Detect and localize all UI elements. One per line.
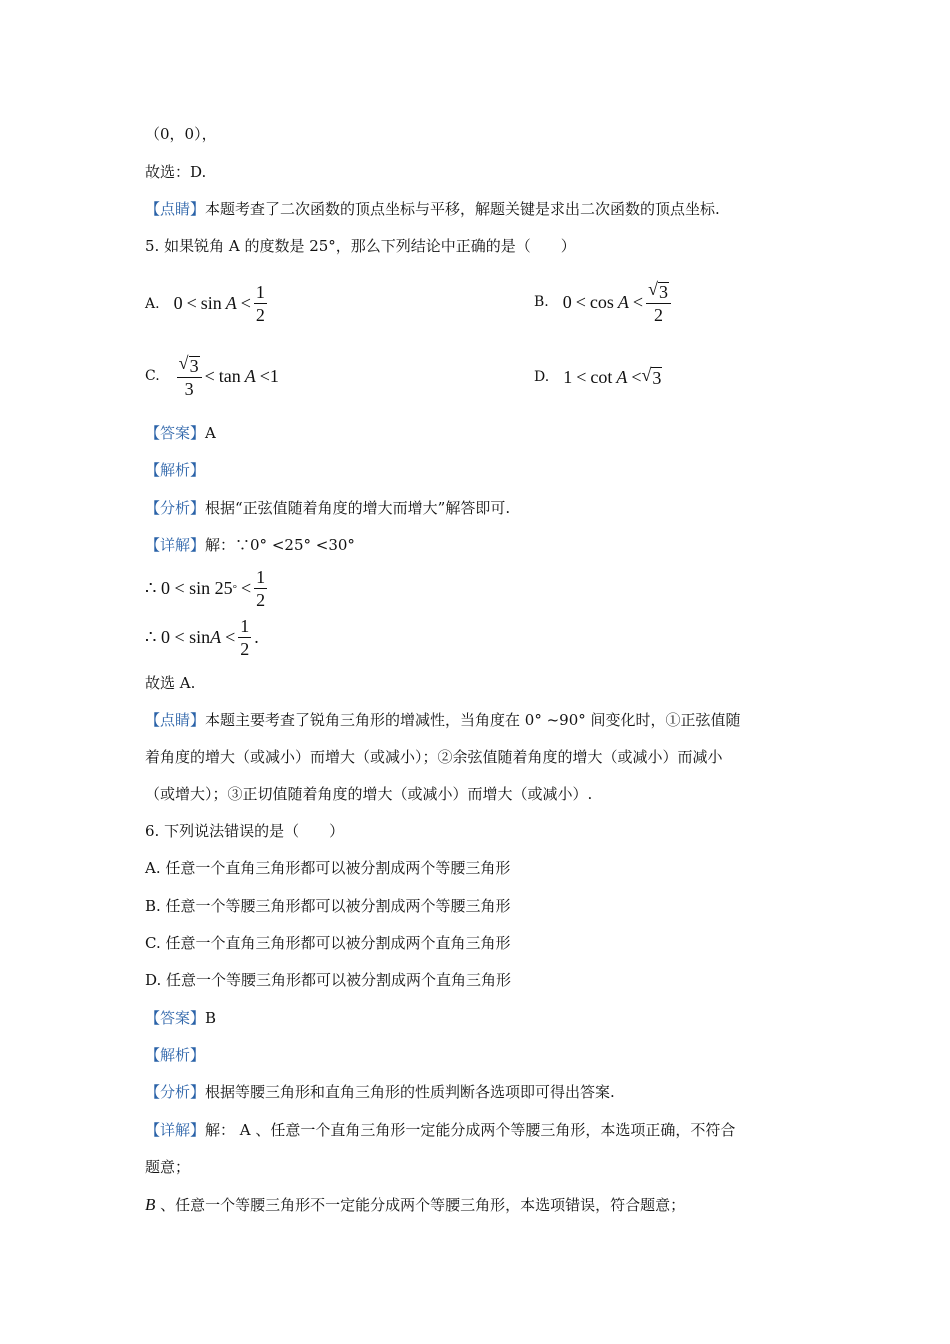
question-6: 6. 下列说法错误的是（ ）	[145, 822, 345, 840]
option-d-math: 1 < cot A < √ 3	[563, 365, 662, 388]
tag-dianjing: 【点睛】	[145, 711, 206, 729]
text-line	[145, 199, 720, 219]
tag-jiexi: 【解析】	[145, 1046, 206, 1064]
step-1: ∴ 0 < sin 25 ° < $\frac{1}{2}$	[145, 567, 266, 610]
question-6-option-a: A. 任意一个直角三角形都可以被分割成两个等腰三角形	[145, 859, 511, 877]
choose-5: 故选 A.	[145, 674, 196, 692]
option-c	[145, 354, 279, 398]
answer-6: 【答案】B	[145, 1009, 217, 1027]
detail-5: 【详解】解：∵0° <25° <30°	[145, 536, 355, 554]
option-a	[145, 283, 270, 324]
dianjing-5: 【点睛】本题主要考查了锐角三角形的增减性，当角度在 0° ~90° 间变化时，①正弦值随	[145, 711, 741, 729]
step-2: ∴ 0 < sin A < $\frac{1}{2}$ .	[145, 616, 259, 659]
tag-analysis: 【分析】	[145, 499, 206, 517]
tag-analysis: 【分析】	[145, 1083, 206, 1101]
detail-6: 【详解】解： A 、任意一个直角三角形一定能分成两个等腰三角形，本选项正确，不符合	[145, 1121, 736, 1139]
question-6-option-c: C. 任意一个直角三角形都可以被分割成两个直角三角形	[145, 934, 511, 952]
question-6-option-d: D. 任意一个等腰三角形都可以被分割成两个直角三角形	[145, 971, 512, 989]
analysis-6: 【分析】根据等腰三角形和直角三角形的性质判断各选项即可得出答案.	[145, 1083, 615, 1101]
tag-detail: 【详解】	[145, 1121, 206, 1139]
answer-5: 【答案】A	[145, 424, 216, 442]
tag-answer: 【答案】	[145, 1009, 206, 1027]
text-line: 故选：D.	[145, 163, 207, 181]
option-label: C.	[145, 368, 160, 384]
tag-answer: 【答案】	[145, 424, 206, 442]
tag-detail: 【详解】	[145, 536, 206, 554]
tag-dianjing: 【点睛】	[145, 200, 206, 218]
option-b-math: 0 < cos A < √ 3 2	[563, 280, 674, 324]
dianjing-5-cont: 着角度的增大（或减小）而增大（或减小）；②余弦值随着角度的增大（或减小）而减小	[145, 748, 723, 766]
dianjing-5-cont: （或增大）；③正切值随着角度的增大（或减小）而增大（或减小）.	[145, 785, 593, 803]
option-b	[534, 280, 674, 324]
question-5: 5. 如果锐角 A 的度数是 25°，那么下列结论中正确的是（ ）	[145, 237, 576, 255]
analysis-5: 【分析】根据“正弦值随着角度的增大而增大”解答即可.	[145, 499, 511, 517]
option-label: A.	[145, 295, 160, 312]
question-6-option-b: B. 任意一个等腰三角形都可以被分割成两个等腰三角形	[145, 897, 511, 915]
detail-6-cont: 题意；	[145, 1158, 191, 1176]
dianjing-text: 本题考查了二次函数的顶点坐标与平移，解题关键是求出二次函数的顶点坐标.	[205, 200, 720, 218]
option-c-math: √ 3 3 < tan A < 1	[178, 353, 279, 399]
option-d	[534, 365, 662, 389]
option-label: B.	[534, 294, 549, 310]
detail-6-cont: B 、任意一个等腰三角形不一定能分成两个等腰三角形，本选项错误，符合题意；	[145, 1195, 686, 1214]
option-a-math: 0 < sin A < $\frac{1}{2}$	[173, 282, 265, 325]
tag-jiexi: 【解析】	[145, 461, 206, 479]
option-label: D.	[534, 369, 550, 385]
text-line: （0，0），	[145, 125, 217, 143]
